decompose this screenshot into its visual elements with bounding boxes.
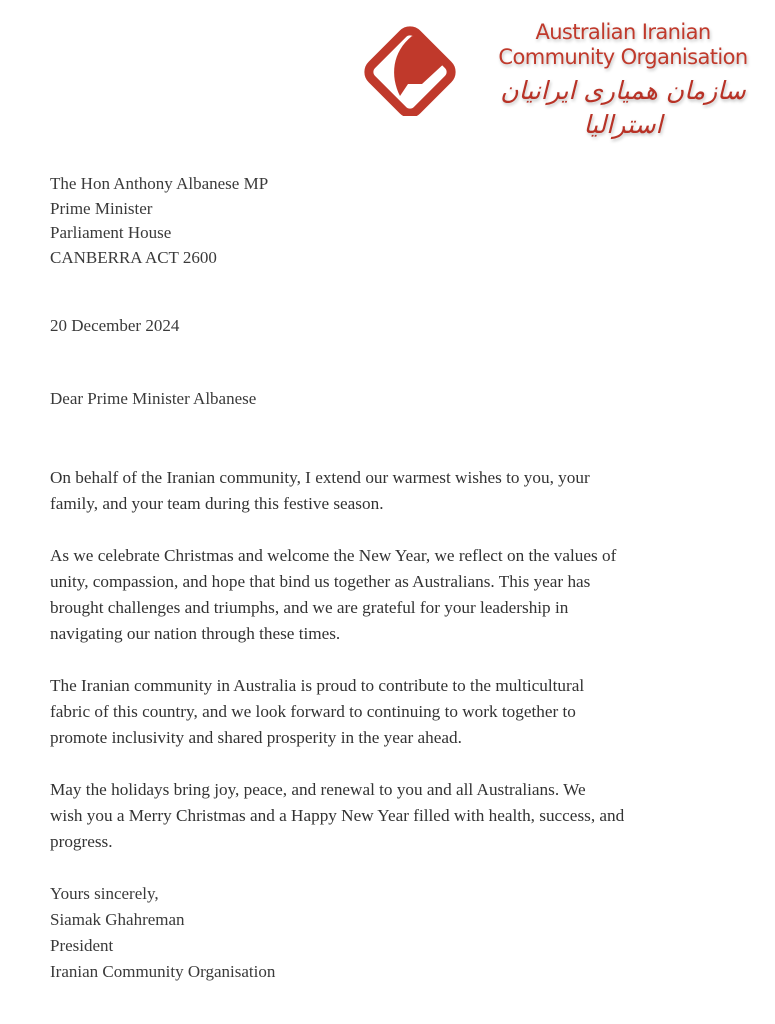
paragraph-line: As we celebrate Christmas and welcome the New Year, we reflect on the values of [50, 546, 617, 565]
paragraph-line: unity, compassion, and hope that bind us together as Australians. This year has [50, 572, 591, 591]
signatory-title: President [50, 936, 114, 955]
aico-logo-icon [360, 24, 460, 116]
recipient-address [50, 172, 268, 270]
body-paragraph-2 [50, 543, 710, 647]
body-paragraph-1 [50, 465, 710, 517]
org-name-persian: سازمان همیاری ایرانیان استرالیا [500, 76, 746, 139]
org-name-line2: Community Organisation [498, 45, 748, 69]
closing-block [50, 881, 275, 985]
body-paragraph-3 [50, 673, 710, 751]
body-paragraph-4 [50, 777, 710, 855]
letter-date: 20 December 2024 [50, 316, 180, 335]
paragraph-line: progress. [50, 832, 113, 851]
signatory-organisation: Iranian Community Organisation [50, 962, 276, 981]
org-name-line1: Australian Iranian [535, 20, 711, 44]
paragraph-line: wish you a Merry Christmas and a Happy New Year filled with health, success, and [50, 806, 625, 825]
letterhead [358, 18, 768, 139]
paragraph-line: navigating our nation through these times. [50, 624, 341, 643]
valediction: Yours sincerely, [50, 884, 159, 903]
salutation: Dear Prime Minister Albanese [50, 389, 257, 408]
recipient-city: CANBERRA ACT 2600 [50, 247, 217, 267]
org-name [478, 20, 768, 70]
recipient-building: Parliament House [50, 223, 172, 242]
paragraph-line: promote inclusivity and shared prosperity in the year ahead. [50, 728, 462, 747]
recipient-title: Prime Minister [50, 198, 153, 218]
paragraph-line: The Iranian community in Australia is proud to contribute to the multicultural [50, 676, 585, 695]
signatory-name: Siamak Ghahreman [50, 910, 185, 929]
paragraph-line: fabric of this country, and we look forward to continuing to work together to [50, 702, 576, 721]
paragraph-line: family, and your team during this festive season. [50, 494, 384, 513]
paragraph-line: brought challenges and triumphs, and we are grateful for your leadership in [50, 598, 569, 617]
paragraph-line: May the holidays bring joy, peace, and renewal to you and all Australians. We [50, 780, 586, 799]
recipient-name: The Hon Anthony Albanese MP [50, 174, 269, 193]
paragraph-line: On behalf of the Iranian community, I extend our warmest wishes to you, your [50, 468, 590, 487]
